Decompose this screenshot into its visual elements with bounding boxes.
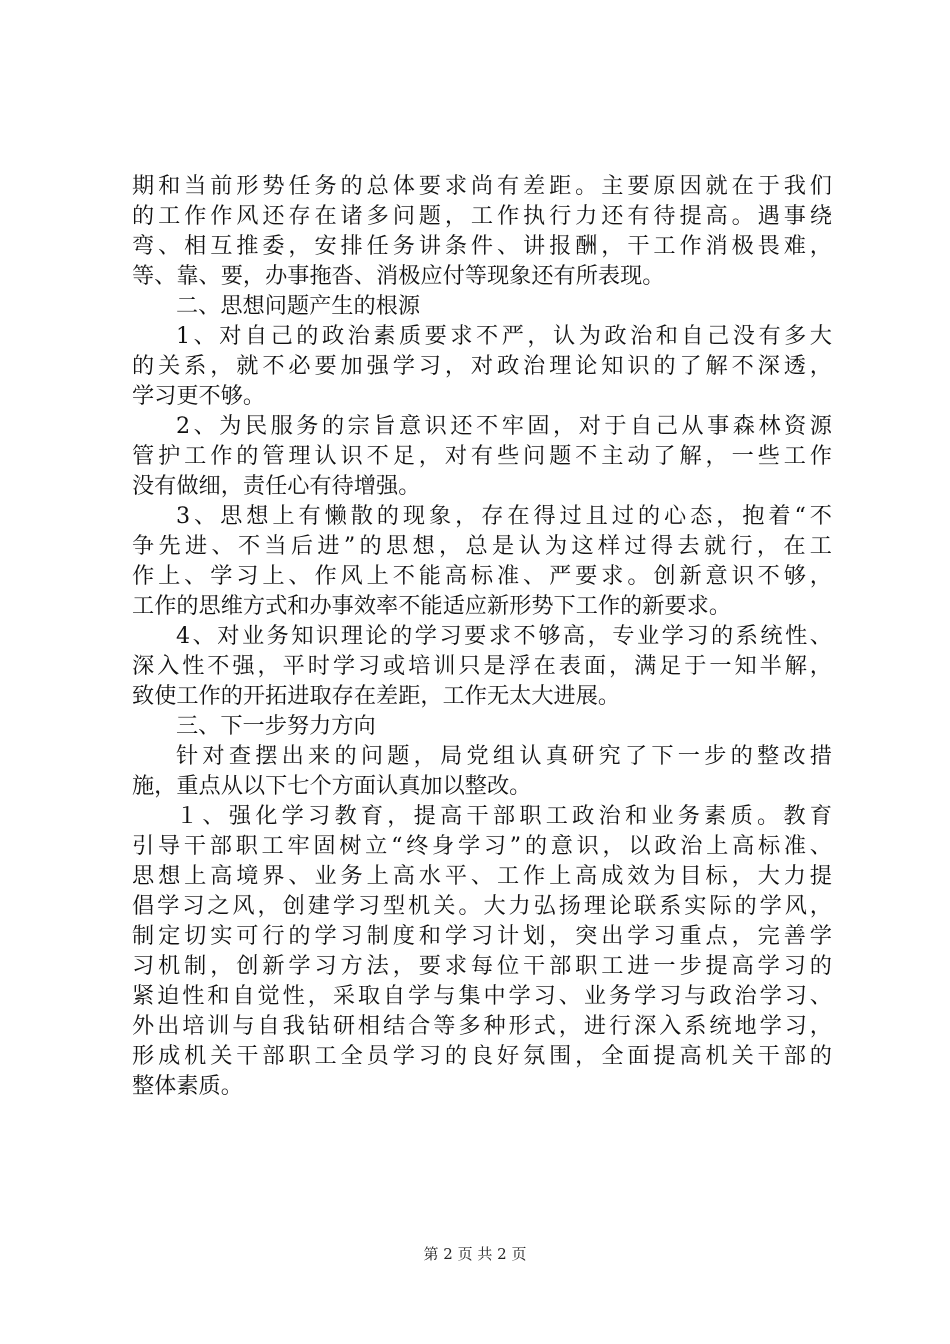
page-footer: 第 2 页 共 2 页: [423, 1245, 527, 1263]
text-line: 期和当前形势任务的总体要求尚有差距。主要原因就在于我们: [132, 173, 832, 199]
text-line: 工作的思维方式和办事效率不能适应新形势下工作的新要求。: [132, 593, 732, 619]
text-line: 争先进、不当后进”的思想，总是认为这样过得去就行，在工: [132, 533, 832, 559]
text-line: 没有做细，责任心有待增强。: [132, 473, 421, 499]
section-heading: 二、思想问题产生的根源: [176, 293, 421, 319]
text-line: 深入性不强，平时学习或培训只是浮在表面，满足于一知半解，: [132, 653, 832, 679]
text-line: 致使工作的开拓进取存在差距，工作无太大进展。: [132, 683, 621, 709]
text-line: 思想上高境界、业务上高水平、工作上高成效为目标，大力提: [132, 863, 832, 889]
text-line: 施，重点从以下七个方面认真加以整改。: [132, 773, 532, 799]
text-line: 3、思想上有懒散的现象，存在得过且过的心态，抱着“不: [176, 503, 832, 529]
text-line: 2、为民服务的宗旨意识还不牢固，对于自己从事森林资源: [176, 413, 832, 439]
document-body: [132, 171, 832, 1101]
text-line: 作上、学习上、作风上不能高标准、严要求。创新意识不够，: [132, 563, 832, 589]
text-line: 的工作作风还存在诸多问题，工作执行力还有待提高。遇事绕: [132, 203, 832, 229]
text-line: 的关系，就不必要加强学习，对政治理论知识的了解不深透，: [132, 353, 832, 379]
text-line: 制定切实可行的学习制度和学习计划，突出学习重点，完善学: [132, 923, 832, 949]
text-line: 针对查摆出来的问题，局党组认真研究了下一步的整改措: [176, 743, 832, 769]
text-line: 形成机关干部职工全员学习的良好氛围，全面提高机关干部的: [132, 1043, 832, 1069]
text-line: 整体素质。: [132, 1073, 243, 1099]
text-line: 倡学习之风，创建学习型机关。大力弘扬理论联系实际的学风，: [132, 893, 832, 919]
section-heading: 三、下一步努力方向: [176, 713, 376, 739]
text-line: 紧迫性和自觉性，采取自学与集中学习、业务学习与政治学习、: [132, 983, 832, 1009]
text-line: 1、对自己的政治素质要求不严，认为政治和自己没有多大: [176, 323, 832, 349]
text-line: 等、靠、要，办事拖沓、消极应付等现象还有所表现。: [132, 263, 665, 289]
text-line: 习机制，创新学习方法，要求每位干部职工进一步提高学习的: [132, 953, 832, 979]
text-line: １、强化学习教育，提高干部职工政治和业务素质。教育: [176, 803, 832, 829]
text-line: 弯、相互推委，安排任务讲条件、讲报酬，干工作消极畏难，: [132, 233, 832, 259]
text-line: 外出培训与自我钻研相结合等多种形式，进行深入系统地学习，: [132, 1013, 832, 1039]
text-line: 学习更不够。: [132, 383, 266, 409]
text-line: 4、对业务知识理论的学习要求不够高，专业学习的系统性、: [176, 623, 832, 649]
text-line: 管护工作的管理认识不足，对有些问题不主动了解，一些工作: [132, 443, 832, 469]
text-line: 引导干部职工牢固树立“终身学习”的意识，以政治上高标准、: [132, 833, 832, 859]
